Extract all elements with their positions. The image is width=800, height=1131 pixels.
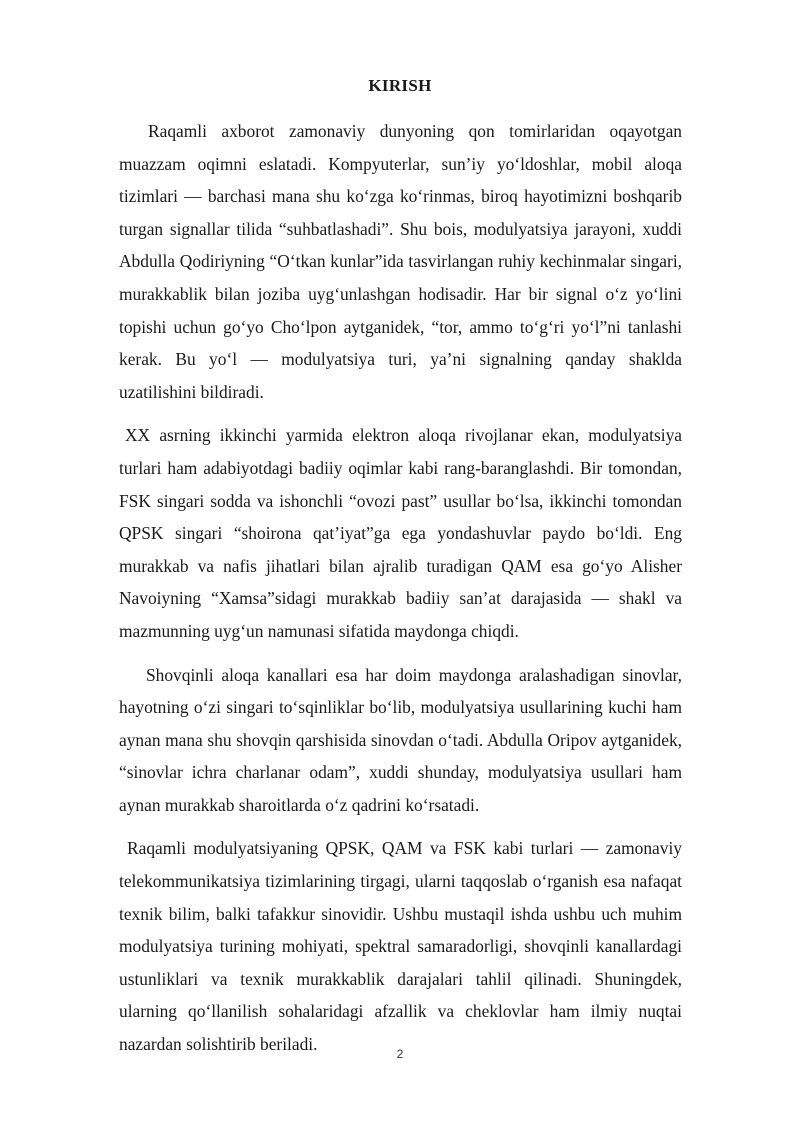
section-title: KIRISH [368, 76, 432, 95]
body-text [119, 115, 682, 1072]
page-number: 2 [396, 1047, 404, 1061]
paragraph-2: XX asrning ikkinchi yarmida elektron aloqa rivojlanar ekan, modulyatsiya turlari ham adabiyotdagi badiiy oqimlar kabi rang-baranglashdi. Bir tomondan, FSK singari sodda va ishonchli “ovozi past” usullar bo‘lsa, ikkinchi tomondan QPSK singari “shoirona qat’iyat”ga ega yondashuvlar paydo bo‘ldi. Eng murakkab va nafis jihatlari bilan ajralib turadigan QAM esa go‘yo Alisher Navoiyning “Xamsa”sidagi murakkab badiiy san’at darajasida — shakl va mazmunning uyg‘un namunasi sifatida maydonga chiqdi. [119, 425, 682, 641]
paragraph-3: Shovqinli aloqa kanallari esa har doim maydonga aralashadigan sinovlar, hayotning o‘zi singari to‘sqinliklar bo‘lib, modulyatsiya usullarining kuchi ham aynan mana shu shovqin qarshisida sinovdan o‘tadi. Abdulla Oripov aytganidek, “sinovlar ichra charlanar odam”, xuddi shunday, modulyatsiya usullari ham aynan murakkab sharoitlarda o‘z qadrini ko‘rsatadi. [119, 664, 682, 815]
paragraph-1: Raqamli axborot zamonaviy dunyoning qon tomirlaridan oqayotgan muazzam oqimni eslatadi. Kompyuterlar, sun’iy yo‘ldoshlar, mobil aloqa tizimlari — barchasi mana shu ko‘zga ko‘rinmas, biroq hayotimizni boshqarib turgan signallar tilida “suhbatlashadi”. Shu bois, modulyatsiya jarayoni, xuddi Abdulla Qodiriyning “O‘tkan kunlar”ida tasvirlangan ruhiy kechinmalar singari, murakkablik bilan joziba uyg‘unlashgan hodisadir. Har bir signal o‘z yo‘lini topishi uchun go‘yo Cho‘lpon aytganidek, “tor, ammo to‘g‘ri yo‘l”ni tanlashi kerak. Bu yo‘l — modulyatsiya turi, ya’ni signalning qanday shaklda uzatilishini bildiradi. [119, 121, 682, 402]
paragraph-4: Raqamli modulyatsiyaning QPSK, QAM va FSK kabi turlari — zamonaviy telekommunikatsiya tizimlarining tirgagi, ularni taqqoslab o‘rganish esa nafaqat texnik bilim, balki tafakkur sinovidir. Ushbu mustaqil ishda ushbu uch muhim modulyatsiya turining mohiyati, spektral samaradorligi, shovqinli kanallardagi ustunliklari va texnik murakkablik darajalari tahlil qilinadi. Shuningdek, ularning qo‘llanilish sohalaridagi afzallik va cheklovlar ham ilmiy nuqtai nazardan solishtirib beriladi. [119, 838, 682, 1055]
